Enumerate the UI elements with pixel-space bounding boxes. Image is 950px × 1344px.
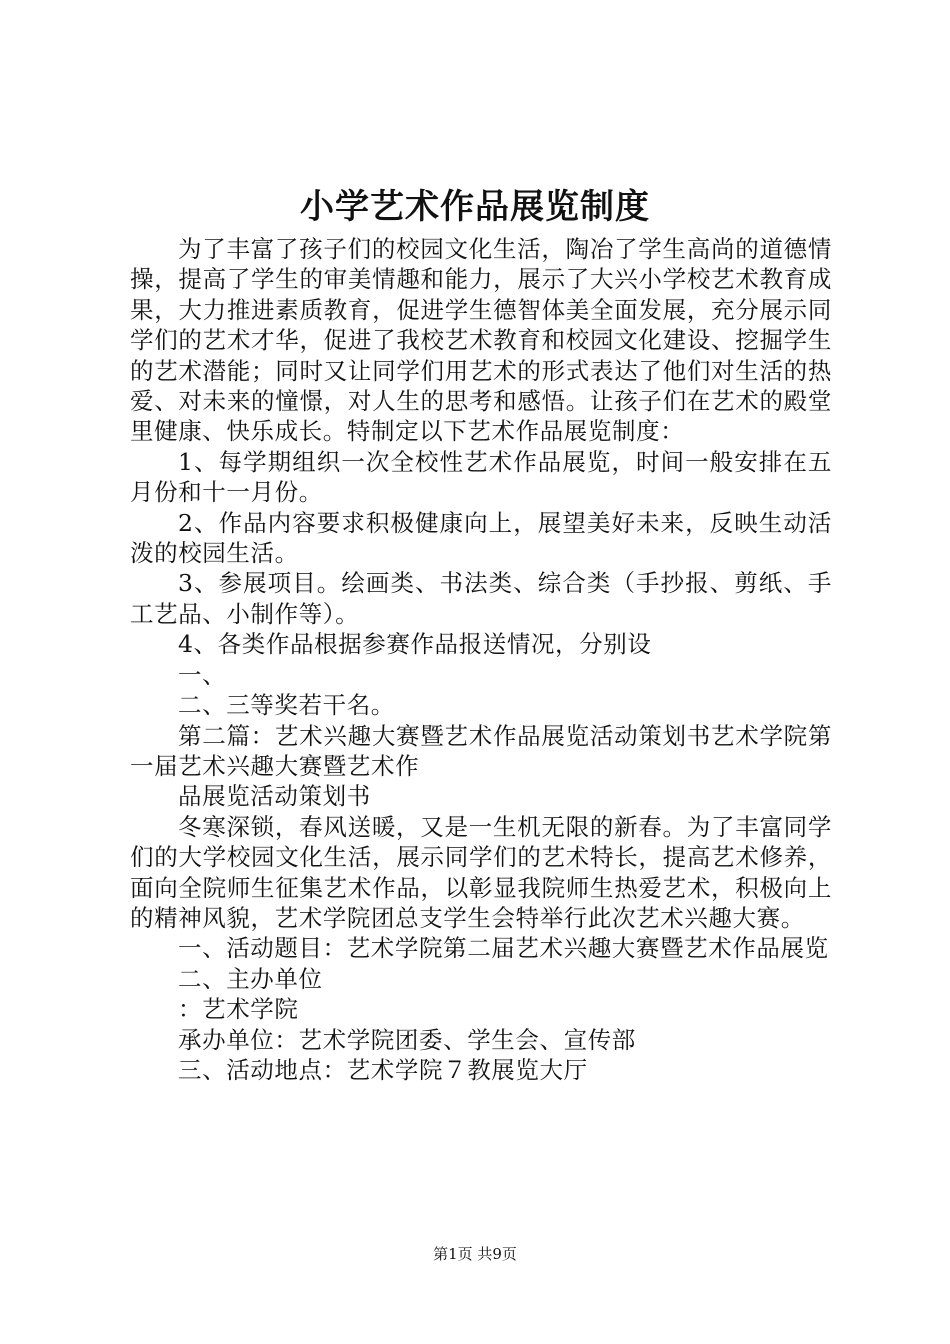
paragraph-activity-title: 一、活动题目：艺术学院第二届艺术兴趣大赛暨艺术作品展览 — [178, 934, 829, 963]
paragraph-organizer: 承办单位：艺术学院团委、学生会、宣传部 — [178, 1025, 636, 1054]
paragraph-item-4: 4、各类作品根据参赛作品报送情况，分别设 — [178, 630, 652, 659]
paragraph-intro: 为了丰富了孩子们的校园文化生活，陶冶了学生高尚的道德情操，提高了学生的审美情趣和能力，展示了大兴小学校艺术教育成果，大力推进素质教育，促进学生德智体美全面发展，充分展示同学们的艺术才华，促进了我校艺术教育和校园文化建设、挖掘学生的艺术潜能；同时又让同学们用艺术的形式表达了他们对生活的热爱、对未来的憧憬，对人生的思考和感悟。让孩子们在艺术的殿堂里健康、快乐成长。特制定以下艺术作品展览制度： — [130, 235, 832, 446]
paragraph-item-2: 2、作品内容要求积极健康向上，展望美好未来，反映生动活泼的校园生活。 — [130, 508, 832, 568]
paragraph-award-rest: 二、三等奖若干名。 — [178, 691, 395, 720]
paragraph-host-heading: 二、主办单位 — [178, 964, 323, 993]
document-body — [130, 234, 832, 1085]
document-title: 小学艺术作品展览制度 — [300, 187, 650, 227]
paragraph-second-part-intro: 冬寒深锁，春风送暖，又是一生机无限的新春。为了丰富同学们的大学校园文化生活，展示同学们的艺术特长，提高艺术修养，面向全院师生征集艺术作品，以彰显我院师生热爱艺术，积极向上的精神风貌，艺术学院团总支学生会特举行此次艺术兴趣大赛。 — [130, 812, 832, 932]
paragraph-second-part-heading: 第二篇：艺术兴趣大赛暨艺术作品展览活动策划书艺术学院第一届艺术兴趣大赛暨艺术作 — [130, 721, 832, 780]
paragraph-item-3: 3、参展项目。绘画类、书法类、综合类（手抄报、剪纸、手工艺品、小制作等）。 — [130, 569, 832, 628]
paragraph-item-1: 1、每学期组织一次全校性艺术作品展览，时间一般安排在五月份和十一月份。 — [130, 447, 832, 507]
paragraph-award-first: 一、 — [178, 660, 227, 689]
paragraph-venue: 三、活动地点：艺术学院７教展览大厅 — [178, 1055, 588, 1084]
paragraph-second-part-heading-cont: 品展览活动策划书 — [178, 782, 371, 811]
paragraph-host-value: ：艺术学院 — [178, 995, 299, 1024]
page-number-footer: 第1页 共9页 — [433, 1245, 517, 1263]
